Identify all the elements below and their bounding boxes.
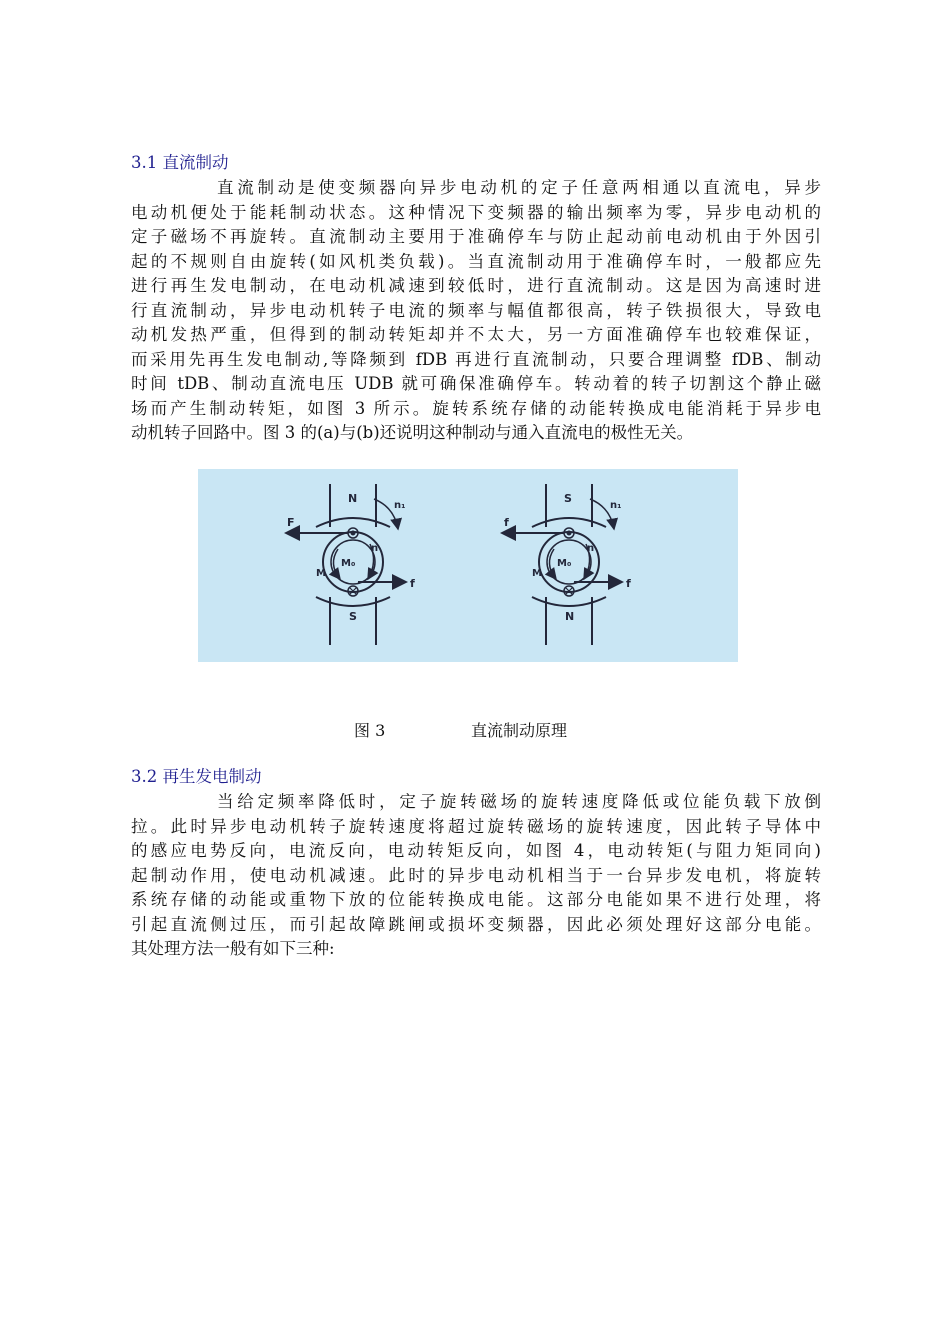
label-pole-top-a: N [348, 492, 358, 505]
stator-pole-top [532, 484, 606, 527]
label-braking-torque-b: M [532, 568, 542, 579]
label-braking-torque-a: M [316, 568, 326, 579]
paragraph-line: 系统存储的动能或重物下放的位能转换成电能。这部分电能如果不进行处理，将 [131, 890, 821, 909]
paragraph-line: 的感应电势反向，电流反向，电动转矩反向，如图 4，电动转矩(与阻力矩同向) [131, 841, 821, 860]
paragraph-line: 进行再生发电制动，在电动机减速到较低时，进行直流制动。这是因为高速时进 [131, 276, 821, 295]
label-force-top-b: f [504, 516, 509, 529]
paragraph-line: 时间 tDB、制动直流电压 UDB 就可确保准确停车。转动着的转子切割这个静止磁 [131, 374, 821, 393]
paragraph-regenerative-braking [131, 790, 821, 962]
label-pole-bottom-a: S [349, 610, 357, 623]
braking-diagram-svg [198, 469, 738, 662]
label-torque-a: M₀ [341, 558, 356, 569]
label-pole-bottom-b: N [565, 610, 575, 623]
label-force-bottom-a: f [410, 577, 415, 590]
paragraph-line: 场而产生制动转矩，如图 3 所示。旋转系统存储的动能转换成电能消耗于异步电 [131, 398, 821, 418]
paragraph-line: 拉。此时异步电动机转子旋转速度将超过旋转磁场的旋转速度，因此转子导体中 [131, 816, 821, 836]
paragraph-line: 动机转子回路中。图 3 的(a)与(b)还说明这种制动与通入直流电的极性无关。 [131, 423, 694, 442]
stator-pole-top [316, 484, 390, 527]
label-field-speed-b: n₁ [610, 500, 622, 511]
paragraph-line: 直流制动是使变频器向异步电动机的定子任意两相通以直流电，异步 [217, 178, 821, 197]
label-rotor-speed-b: n [587, 543, 595, 554]
paragraph-line: 定子磁场不再旋转。直流制动主要用于准确停车与防止起动前电动机由于外因引 [131, 227, 821, 246]
label-torque-b: M₀ [557, 558, 572, 569]
figure-caption-number: 图 3 [354, 721, 386, 740]
paragraph-line: 电动机便处于能耗制动状态。这种情况下变频器的输出频率为零，异步电动机的 [131, 202, 821, 222]
section-heading-dc-braking: 3.1 直流制动 [131, 153, 229, 172]
label-force-top-a: F [287, 516, 295, 529]
paragraph-line: 其处理方法一般有如下三种: [131, 939, 335, 958]
paragraph-line: 起制动作用，使电动机减速。此时的异步电动机相当于一台异步发电机，将旋转 [131, 865, 821, 885]
paragraph-line: 行直流制动，异步电动机转子电流的频率与幅值都很高，转子铁损很大，导致电 [131, 300, 821, 320]
section-heading-regenerative-braking: 3.2 再生发电制动 [131, 767, 262, 786]
paragraph-line: 当给定频率降低时，定子旋转磁场的旋转速度降低或位能负载下放倒 [217, 792, 821, 811]
label-force-bottom-b: f [626, 577, 631, 590]
paragraph-line: 起的不规则自由旋转(如风机类负载)。当直流制动用于准确停车时，一般都应先 [131, 251, 821, 271]
paragraph-line: 动机发热严重，但得到的制动转矩却并不太大，另一方面准确停车也较难保证， [131, 325, 821, 344]
label-rotor-speed-a: n [371, 543, 379, 554]
label-field-speed-a: n₁ [394, 500, 406, 511]
paragraph-dc-braking [131, 176, 821, 446]
label-pole-top-b: S [564, 492, 572, 505]
paragraph-line: 而采用先再生发电制动,等降频到 fDB 再进行直流制动，只要合理调整 fDB、制动 [131, 349, 821, 369]
figure-dc-braking-diagram [198, 469, 738, 662]
paragraph-line: 引起直流侧过压，而引起故障跳闸或损坏变频器，因此必须处理好这部分电能。 [131, 914, 821, 934]
figure-caption-title: 直流制动原理 [471, 721, 568, 740]
